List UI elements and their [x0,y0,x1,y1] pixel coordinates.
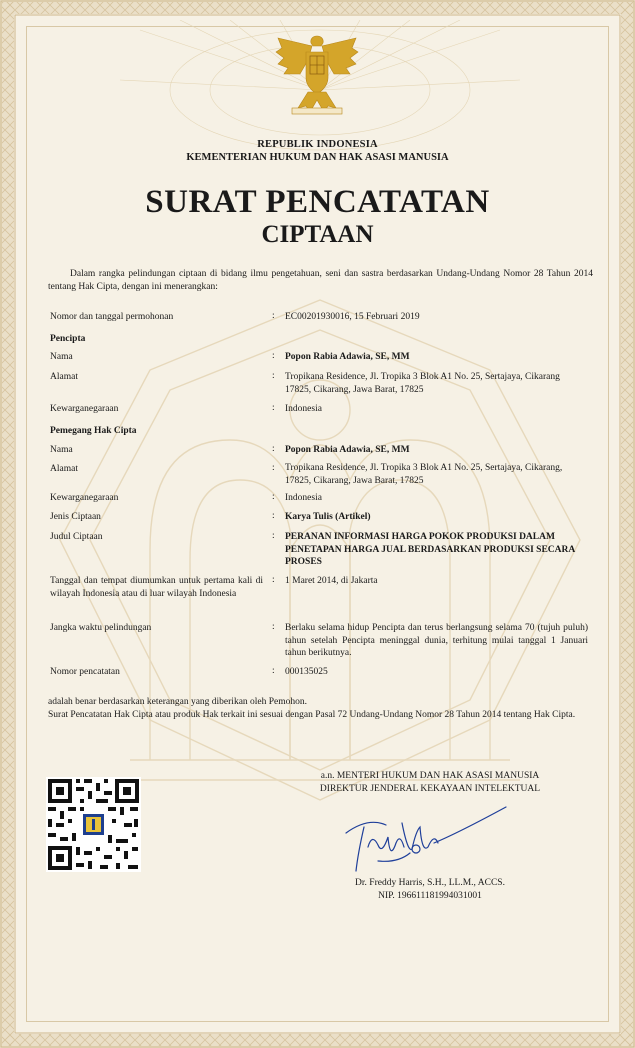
announce-value: 1 Maret 2014, di Jakarta [285,576,378,586]
colon: : [272,444,275,454]
application-value: EC00201930016, 15 Februari 2019 [285,312,420,322]
signatory-name: Dr. Freddy Harris, S.H., LL.M., ACCS. [355,878,505,888]
qr-code-icon [46,777,141,872]
holder-name-label: Nama [50,445,73,455]
country-heading: REPUBLIK INDONESIA [257,139,378,150]
intro-paragraph: Dalam rangka pelindungan ciptaan di bidang ilmu pengetahuan, seni dan sastra berdasarkan Undang-Undang Nomor 28 Tahun 2014 tentang Hak Cipta, dengan ini menerangkan: [48,269,593,292]
record-number-label: Nomor pencatatan [50,667,120,677]
work-title-label: Judul Ciptaan [50,532,103,542]
announce-label: Tanggal dan tempat diumumkan untuk pertama kali di wilayah Indonesia atau di luar wilayah Indonesia [50,576,263,599]
colon: : [272,371,275,381]
colon: : [272,575,275,585]
application-label: Nomor dan tanggal permohonan [50,312,174,322]
holder-nationality-label: Kewarganegaraan [50,493,119,503]
work-type: Karya Tulis (Artikel) [285,512,371,522]
work-title: PERANAN INFORMASI HARGA POKOK PRODUKSI DALAM PENETAPAN HARGA JUAL BERDASARKAN PRODUKSI SECARA PROSES [285,532,575,567]
holder-address: Tropikana Residence, Jl. Tropika 3 Blok A1 No. 25, Sertajaya, Cikarang, 17825, Cikarang, Jawa Barat, 17825 [285,463,563,486]
handwritten-signature [338,803,508,875]
creator-name: Popon Rabia Adawia, SE, MM [285,352,410,362]
record-number: 000135025 [285,667,328,677]
colon: : [272,311,275,321]
colon: : [272,531,275,541]
term-label: Jangka waktu pelindungan [50,623,152,633]
creator-nationality-label: Kewarganegaraan [50,404,119,414]
colon: : [272,666,275,676]
holder-nationality: Indonesia [285,493,322,503]
footer-statement: adalah benar berdasarkan keterangan yang diberikan oleh Pemohon. [48,697,308,707]
creator-nationality: Indonesia [285,404,322,414]
colon: : [272,622,275,632]
ministry-heading: KEMENTERIAN HUKUM DAN HAK ASASI MANUSIA [186,152,449,163]
footer-legal-note: Surat Pencatatan Hak Cipta atau produk Hak terkait ini sesuai dengan Pasal 72 Undang-Undang Nomor 28 Tahun 2014 tentang Hak Cipta. [48,710,576,720]
creator-address-label: Alamat [50,372,78,382]
document-title: SURAT PENCATATAN [145,184,490,220]
creator-section-heading: Pencipta [50,334,86,344]
garuda-emblem-icon [272,30,362,116]
signatory-nip: NIP. 196611181994031001 [378,891,482,901]
work-type-label: Jenis Ciptaan [50,512,101,522]
colon: : [272,463,275,473]
colon: : [272,403,275,413]
colon: : [272,492,275,502]
holder-address-label: Alamat [50,464,78,474]
colon: : [272,511,275,521]
term-value: Berlaku selama hidup Pencipta dan terus berlangsung selama 70 (tujuh puluh) tahun setelah Pencipta meninggal dunia, terhitung mulai tanggal 1 Januari tahun berikutnya. [285,623,588,658]
on-behalf-line: a.n. MENTERI HUKUM DAN HAK ASASI MANUSIA [320,771,540,781]
creator-address: Tropikana Residence, Jl. Tropika 3 Blok A1 No. 25, Sertajaya, Cikarang 17825, Cikarang, Jawa Barat, 17825 [285,372,560,395]
document-subtitle: CIPTAAN [261,221,374,248]
colon: : [272,351,275,361]
holder-section-heading: Pemegang Hak Cipta [50,426,137,436]
holder-name: Popon Rabia Adawia, SE, MM [285,445,410,455]
signatory-position: DIREKTUR JENDERAL KEKAYAAN INTELEKTUAL [319,784,541,794]
creator-name-label: Nama [50,352,73,362]
